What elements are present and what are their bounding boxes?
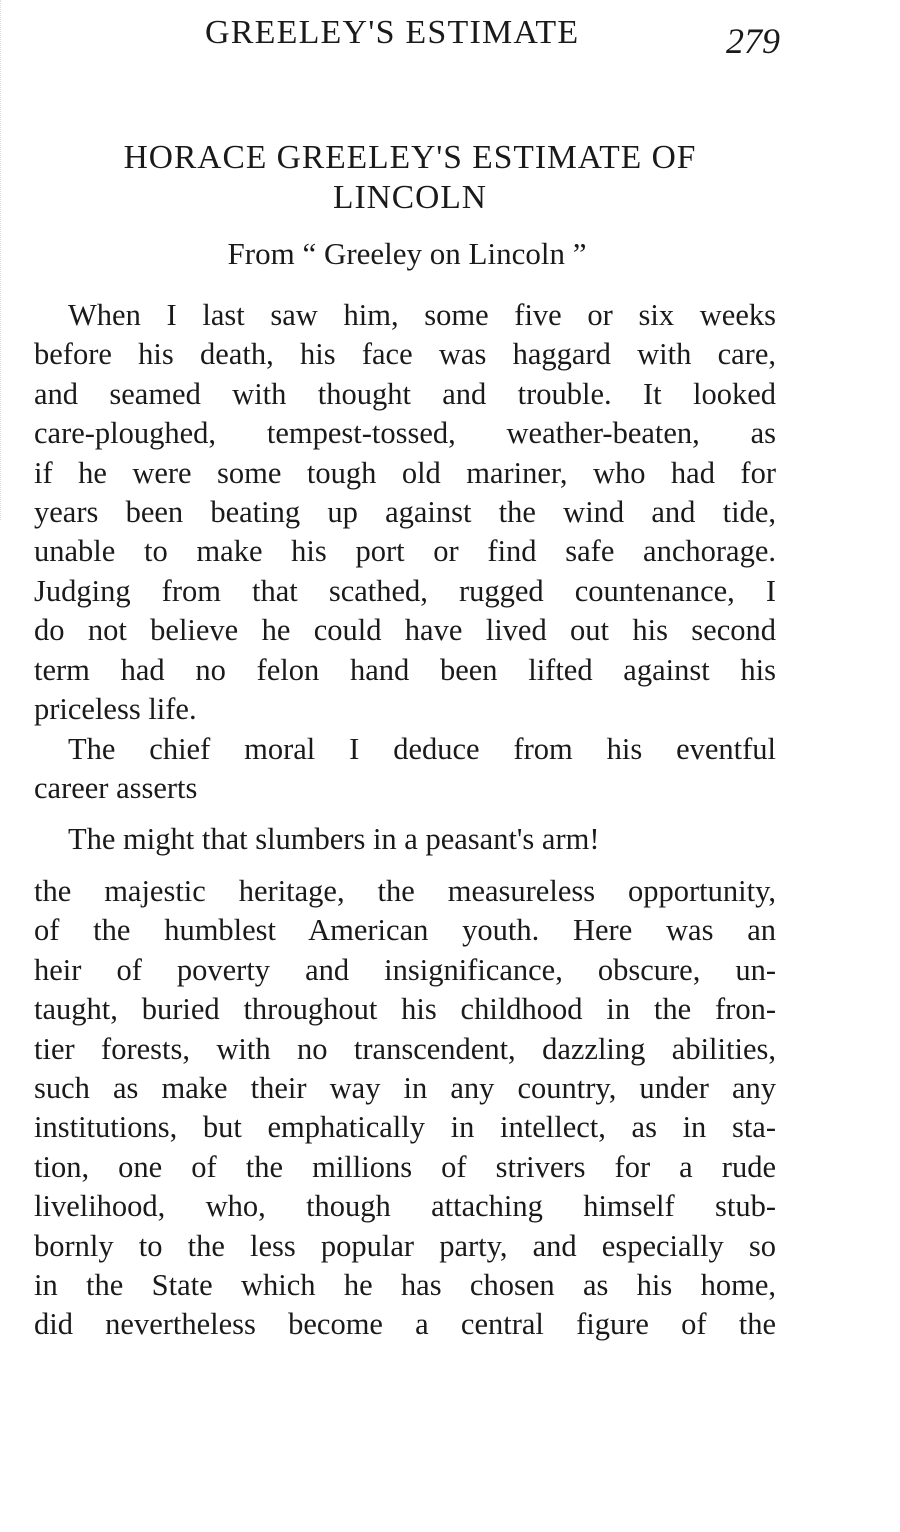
page-number: 279 (726, 21, 780, 61)
text-line: do not believe he could have lived out his second (34, 613, 776, 648)
text-line: care-ploughed, tempest-tossed, weather-beaten, as (34, 416, 776, 451)
chapter-title (40, 138, 780, 218)
text-line: The chief moral I deduce from his eventful (68, 732, 776, 766)
gutter-edge (0, 0, 17, 520)
text-line: bornly to the less popular party, and especially so (34, 1228, 776, 1263)
text-line: did nevertheless become a central figure of the (34, 1307, 776, 1342)
text-line: such as make their way in any country, under any (34, 1070, 776, 1105)
text-line: of the humblest American youth. Here was an (34, 913, 776, 948)
text-line: and seamed with thought and trouble. It looked (34, 376, 776, 411)
text-line: the majestic heritage, the measureless opportunity, (34, 874, 776, 908)
paragraph-1 (34, 296, 776, 729)
text-line: livelihood, who, though attaching himself stub- (34, 1189, 776, 1224)
text-line: unable to make his port or find safe anchorage. (34, 534, 776, 569)
text-line: years been beating up against the wind and tide, (34, 494, 776, 529)
text-line: priceless life. (34, 691, 197, 726)
text-line: tier forests, with no transcendent, dazzling abilities, (34, 1031, 776, 1066)
text-line: When I last saw him, some five or six weeks (68, 298, 776, 332)
text-line: taught, buried throughout his childhood in the fron- (34, 992, 776, 1027)
text-line: if he were some tough old mariner, who had for (34, 455, 776, 490)
text-line: in the State which he has chosen as his home, (34, 1267, 776, 1302)
running-head (0, 14, 900, 64)
text-line: term had no felon hand been lifted against his (34, 652, 776, 687)
running-title: GREELEY'S ESTIMATE (205, 14, 580, 51)
paragraph-3 (34, 872, 776, 1345)
chapter-title-line-2: LINCOLN (332, 179, 487, 216)
text-line: Judging from that scathed, rugged countenance, I (34, 573, 776, 608)
text-line: heir of poverty and insignificance, obscure, un- (34, 952, 776, 987)
text-line: career asserts (34, 771, 198, 806)
text-line: before his death, his face was haggard with care, (34, 337, 776, 372)
source-attribution: From “ Greeley on Lincoln ” (227, 236, 587, 271)
chapter-title-line-1: HORACE GREELEY'S ESTIMATE OF (123, 139, 697, 176)
text-line: tion, one of the millions of strivers for a rude (34, 1149, 776, 1184)
text-line: institutions, but emphatically in intellect, as in sta- (34, 1110, 776, 1145)
paragraph-2 (34, 730, 776, 809)
quotation: The might that slumbers in a peasant's arm! (68, 822, 600, 856)
